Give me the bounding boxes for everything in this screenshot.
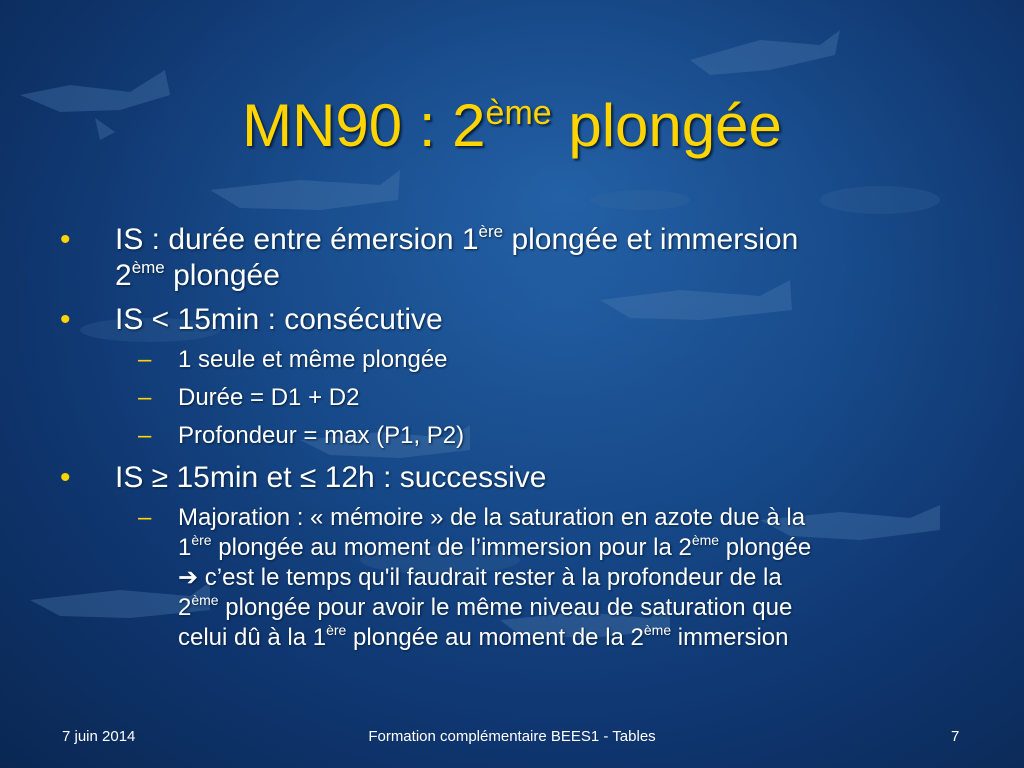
sub-bullet-text: 1	[178, 534, 192, 561]
arrow-icon: ➔	[178, 564, 199, 591]
superscript: ère	[191, 532, 212, 548]
sub-bullet-text: plongée pour avoir le même niveau de saturation que	[218, 594, 793, 621]
sub-bullet-text: immersion	[671, 624, 789, 651]
bullet-is-definition	[115, 222, 935, 294]
superscript: ère	[326, 622, 347, 638]
bullet-text: IS : durée entre émersion 1	[115, 223, 479, 256]
title-superscript: ème	[485, 94, 552, 132]
sub-bullet-marker: –	[138, 504, 152, 531]
sub-bullet-text: plongée	[719, 534, 812, 561]
bullet-marker: •	[60, 223, 71, 256]
superscript: ème	[691, 532, 720, 548]
bullet-text: 2	[115, 259, 132, 292]
bullet-text: plongée	[164, 259, 280, 292]
slide-number: 7	[951, 728, 960, 745]
sub-bullet-text: celui dû à la 1	[178, 624, 327, 651]
sub-bullet-item: 1 seule et même plongée	[178, 346, 448, 373]
superscript: ère	[478, 222, 504, 241]
bullet-text: plongée et immersion	[503, 223, 799, 256]
sub-bullet-text: Majoration : « mémoire » de la saturation en azote due à la	[178, 504, 806, 531]
sub-bullet-item: Profondeur = max (P1, P2)	[178, 422, 465, 449]
superscript: ème	[191, 592, 219, 608]
sub-bullet-marker: –	[138, 384, 152, 411]
title-main: MN90 : 2	[242, 92, 486, 159]
footer-date: 7 juin 2014	[62, 728, 136, 745]
sub-bullet-majoration	[178, 503, 953, 653]
superscript: ème	[643, 622, 672, 638]
footer-title: Formation complémentaire BEES1 - Tables	[368, 728, 656, 745]
sub-bullet-marker: –	[138, 346, 152, 373]
bullet-marker: •	[60, 461, 71, 494]
sub-bullet-text: 2	[178, 594, 192, 621]
sub-bullet-text: c’est le temps qu'il faudrait rester à la profondeur de la	[198, 564, 782, 591]
superscript: ème	[131, 258, 165, 277]
bullet-consecutive: IS < 15min : consécutive	[115, 303, 443, 336]
bullet-marker: •	[60, 303, 71, 336]
sub-bullet-item: Durée = D1 + D2	[178, 384, 360, 411]
sub-bullet-text: plongée au moment de l’immersion pour la 2	[211, 534, 692, 561]
sub-bullet-marker: –	[138, 422, 152, 449]
title-end: plongée	[551, 92, 782, 159]
sub-bullet-text: plongée au moment de la 2	[346, 624, 644, 651]
bullet-successive: IS ≥ 15min et ≤ 12h : successive	[115, 461, 547, 494]
